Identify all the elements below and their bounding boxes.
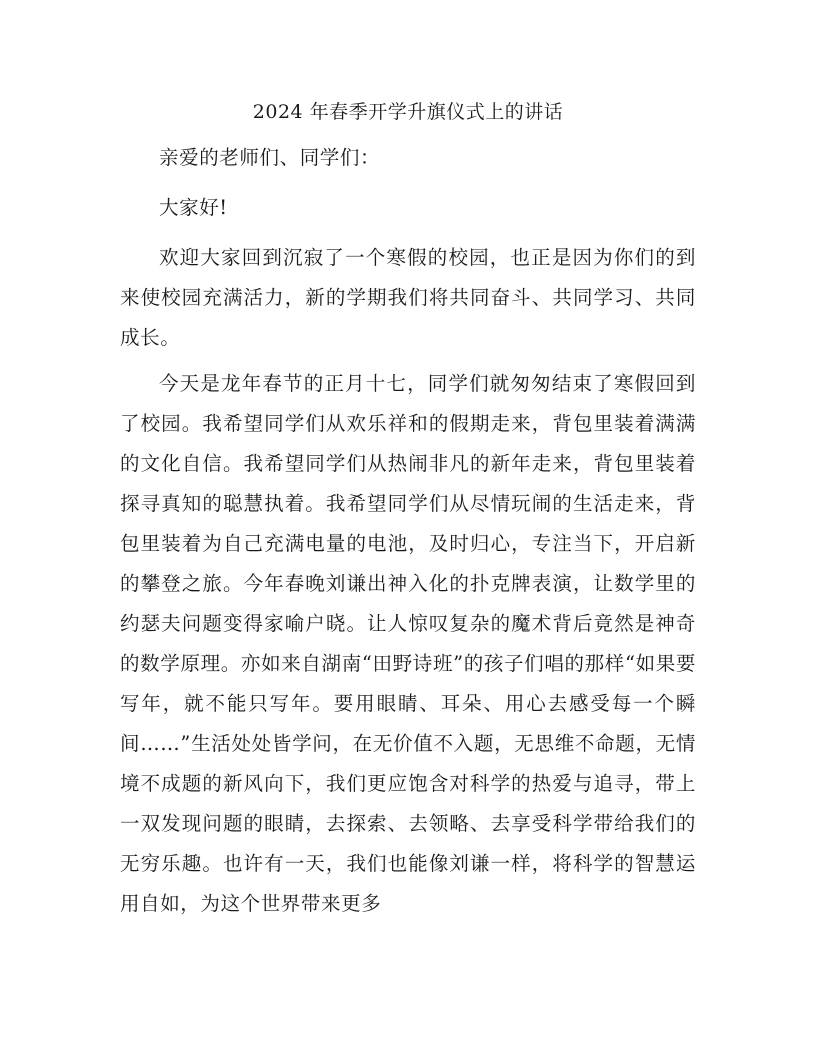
paragraph-welcome: 欢迎大家回到沉寂了一个寒假的校园，也正是因为你们的到来使校园充满活力，新的学期我们将共同奋斗、共同学习、共同成长。	[120, 246, 696, 349]
paragraph-main: 今天是龙年春节的正月十七，同学们就匆匆结束了寒假回到了校园。我希望同学们从欢乐祥和的假期走来，背包里装着满满的文化自信。我希望同学们从热闹非凡的新年走来，背包里装着探寻真知的聪慧执着。我希望同学们从尽情玩闹的生活走来，背包里装着为自己充满电量的电池，及时归心，专注当下，开启新的攀登之旅。今年春晚刘谦出神入化的扑克牌表演，让数学里的约瑟夫问题变得家喻户晓。让人惊叹复杂的魔术背后竟然是神奇的数学原理。亦如来自湖南“田野诗班”的孩子们唱的那样“如果要写年，就不能只写年。要用眼睛、耳朵、用心去感受每一个瞬间……”生活处处皆学问，在无价值不入题，无思维不命题，无情境不成题的新风向下，我们更应饱含对科学的热爱与追寻，带上一双发现问题的眼睛，去探索、去领略、去享受科学带给我们的无穷乐趣。也许有一天，我们也能像刘谦一样，将科学的智慧运用自如，为这个世界带来更多	[120, 372, 696, 915]
paragraph-greeting: 亲爱的老师们、同学们：	[159, 146, 381, 169]
document-title: 2024 年春季开学升旗仪式上的讲话	[252, 101, 564, 123]
paragraph-hello: 大家好!	[159, 196, 228, 219]
document-body	[120, 138, 696, 930]
